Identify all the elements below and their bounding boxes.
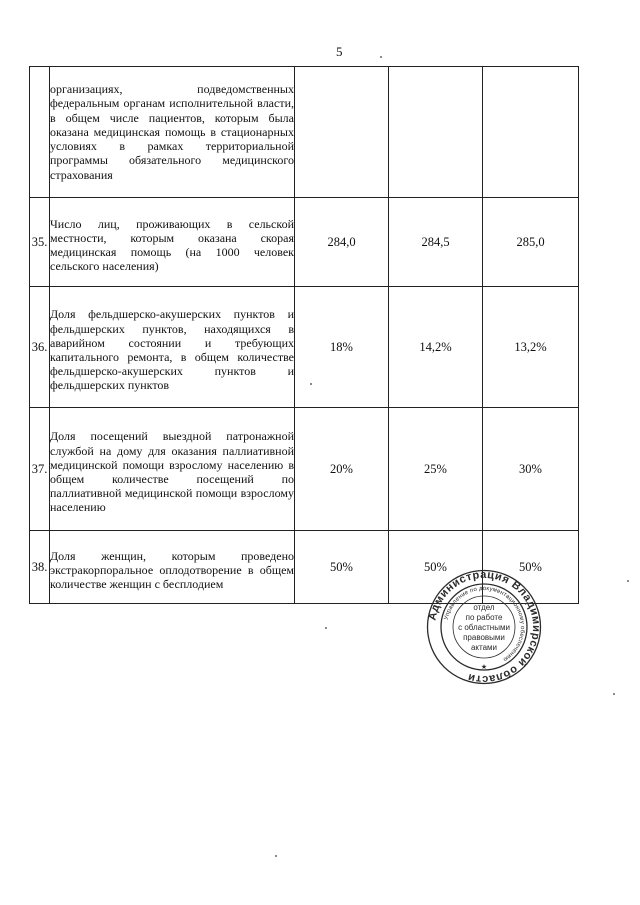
row-description: [50, 198, 295, 287]
value-cell: 284,0: [295, 198, 389, 287]
value-cell: 14,2%: [389, 287, 483, 408]
value-cell: [483, 67, 579, 198]
seal-inner-textpath: Управление по документационному обеспечению: [443, 585, 526, 663]
row-description-text: Доля фельдшерско-акушерских пунктов и фельдшерских пунктов, находящихся в аварийном состоянии и требующих капитального ремонта, в общем количестве фельдшерско-акушерских пунктов и фельдшерских пунктов: [50, 307, 294, 393]
row-description-text: Доля женщин, которым проведено экстракорпоральное оплодотворение в общем количестве женщин с бесплодием: [50, 548, 294, 592]
table-row: [30, 67, 579, 198]
value-cell: 25%: [389, 408, 483, 531]
value-cell: [389, 67, 483, 198]
row-description-text: Доля посещений выездной патронажной службой на дому для оказания паллиативной медицинской помощи взрослому населению в общем количестве посещений по паллиативной медицинской помощи взрослому населению: [50, 429, 294, 515]
scan-speck: [325, 627, 327, 629]
scan-speck: [627, 580, 629, 582]
row-number: 35.: [30, 198, 50, 287]
row-number: 37.: [30, 408, 50, 531]
row-number: [30, 67, 50, 198]
value-cell: 13,2%: [483, 287, 579, 408]
value-cell: 50%: [483, 531, 579, 604]
row-description: [50, 287, 295, 408]
row-description-text: Число лиц, проживающих в сельской местности, которым оказана скорая медицинская помощь (на 1000 человек сельского населения): [50, 216, 294, 274]
seal-center-line: отдел: [473, 603, 495, 612]
value-cell: 50%: [389, 531, 483, 604]
table-row: [30, 287, 579, 408]
value-cell: 18%: [295, 287, 389, 408]
table-row: [30, 408, 579, 531]
value-cell: [295, 67, 389, 198]
table-row: [30, 198, 579, 287]
official-seal: [426, 569, 542, 685]
row-number: 36.: [30, 287, 50, 408]
row-description: [50, 408, 295, 531]
row-description: [50, 531, 295, 604]
value-cell: 20%: [295, 408, 389, 531]
seal-center-line: по работе: [465, 613, 503, 622]
scan-speck: [310, 383, 312, 385]
value-cell: 284,5: [389, 198, 483, 287]
row-description: [50, 67, 295, 198]
page-number: 5: [336, 44, 343, 59]
scan-speck: [380, 56, 382, 58]
value-cell: 30%: [483, 408, 579, 531]
seal-center-line: актами: [470, 643, 498, 652]
row-description-text: организациях, подведомственных федеральным органам исполнительной власти, в общем числе пациентов, которым была оказана медицинская помощь в стационарных условиях в рамках территориальной программы обязательного медицинского страхования: [50, 82, 294, 182]
row-number: 38.: [30, 531, 50, 604]
seal-center-line: правовыми: [463, 633, 505, 642]
seal-center-line: с областными: [458, 623, 510, 632]
scan-speck: [275, 855, 277, 857]
seal-star-icon: ★: [480, 663, 488, 671]
indicators-table: [29, 66, 579, 604]
scan-speck: [613, 693, 615, 695]
seal-outer-textpath: Администрация Владимирской области: [426, 569, 542, 685]
value-cell: 285,0: [483, 198, 579, 287]
value-cell: 50%: [295, 531, 389, 604]
